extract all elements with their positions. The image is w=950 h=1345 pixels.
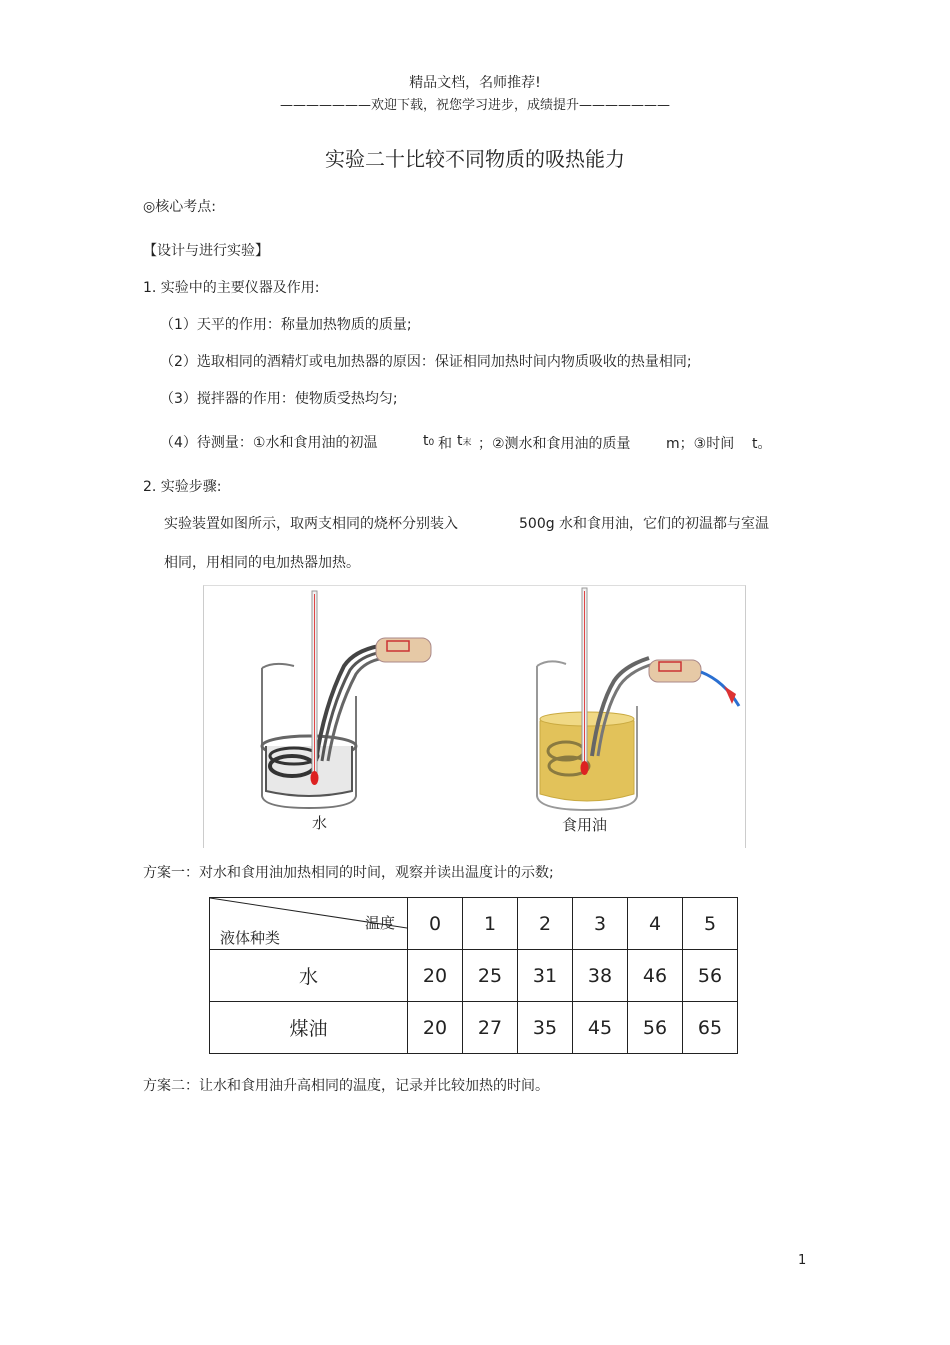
table-cell: 20 xyxy=(408,1002,463,1054)
item1-sub2: （2）选取相同的酒精灯或电加热器的原因：保证相同加热时间内物质吸收的热量相同; xyxy=(160,354,692,370)
item1-sub3: （3）搅拌器的作用：使物质受热均匀; xyxy=(160,391,398,407)
item1-sub4-time: t。 xyxy=(752,436,772,452)
header-liquid-type: 液体种类 xyxy=(220,929,281,947)
oil-thermometer xyxy=(581,588,589,775)
water-beaker xyxy=(262,646,386,808)
item1-sub4-mass: m；③时间 xyxy=(666,436,735,452)
table-cell: 38 xyxy=(573,950,628,1002)
item2-heading: 2. 实验步骤: xyxy=(143,479,222,495)
table-header-row xyxy=(210,898,738,950)
item1-sub4-part-a: （4）待测量：①水和食用油的初温 xyxy=(160,435,378,451)
page-title: 实验二十比较不同物质的吸热能力 xyxy=(325,147,625,171)
oil-label: 食用油 xyxy=(562,816,608,834)
section-heading: 【设计与进行实验】 xyxy=(143,243,269,259)
item1-sub1: （1）天平的作用：称量加热物质的质量; xyxy=(160,317,412,333)
item1-sub4-tend: t末 xyxy=(457,433,472,449)
row-label: 水 xyxy=(210,950,408,1002)
table-row xyxy=(210,950,738,1002)
item1-sub4-part-b: ；②测水和食用油的质量 xyxy=(478,436,631,452)
item1-heading: 1. 实验中的主要仪器及作用: xyxy=(143,280,320,296)
header-line-2: ———————欢迎下载，祝您学习进步，成绩提升——————— xyxy=(279,98,670,113)
plan-two: 方案二：让水和食用油升高相同的温度，记录并比较加热的时间。 xyxy=(143,1078,549,1094)
table-cell: 31 xyxy=(518,950,573,1002)
item2-paragraph-2: 相同，用相同的电加热器加热。 xyxy=(164,555,360,571)
experiment-illustration xyxy=(204,586,745,848)
water-label: 水 xyxy=(312,814,328,832)
oil-heater-plug xyxy=(649,660,739,706)
core-points-label: ◎核心考点: xyxy=(143,199,216,215)
table-cell: 45 xyxy=(573,1002,628,1054)
table-cell: 20 xyxy=(408,950,463,1002)
column-header: 5 xyxy=(683,898,738,950)
item2-paragraph-b: 500g 水和食用油，它们的初温都与室温 xyxy=(519,516,770,532)
table-corner-header xyxy=(210,898,408,950)
oil-beaker xyxy=(537,658,653,810)
water-thermometer xyxy=(311,591,319,785)
row-label: 煤油 xyxy=(210,1002,408,1054)
temperature-table xyxy=(209,897,738,1054)
item2-paragraph-a: 实验装置如图所示，取两支相同的烧杯分别装入 xyxy=(164,516,458,532)
column-header: 2 xyxy=(518,898,573,950)
table-cell: 27 xyxy=(463,1002,518,1054)
table-cell: 65 xyxy=(683,1002,738,1054)
experiment-figure xyxy=(203,585,746,848)
header-line-1: 精品文档，名师推荐! xyxy=(409,75,541,91)
column-header: 0 xyxy=(408,898,463,950)
table-cell: 46 xyxy=(628,950,683,1002)
water-heater-plug xyxy=(376,638,431,662)
column-header: 4 xyxy=(628,898,683,950)
table-cell: 56 xyxy=(628,1002,683,1054)
item1-sub4-t0: t0 xyxy=(423,433,435,449)
table-cell: 56 xyxy=(683,950,738,1002)
item1-sub4-and: 和 xyxy=(438,436,452,452)
table-cell: 35 xyxy=(518,1002,573,1054)
header-temperature: 温度 xyxy=(364,914,395,932)
plan-one: 方案一：对水和食用油加热相同的时间，观察并读出温度计的示数; xyxy=(143,865,554,881)
column-header: 3 xyxy=(573,898,628,950)
page-number: 1 xyxy=(798,1253,807,1268)
table-row xyxy=(210,1002,738,1054)
table-cell: 25 xyxy=(463,950,518,1002)
column-header: 1 xyxy=(463,898,518,950)
